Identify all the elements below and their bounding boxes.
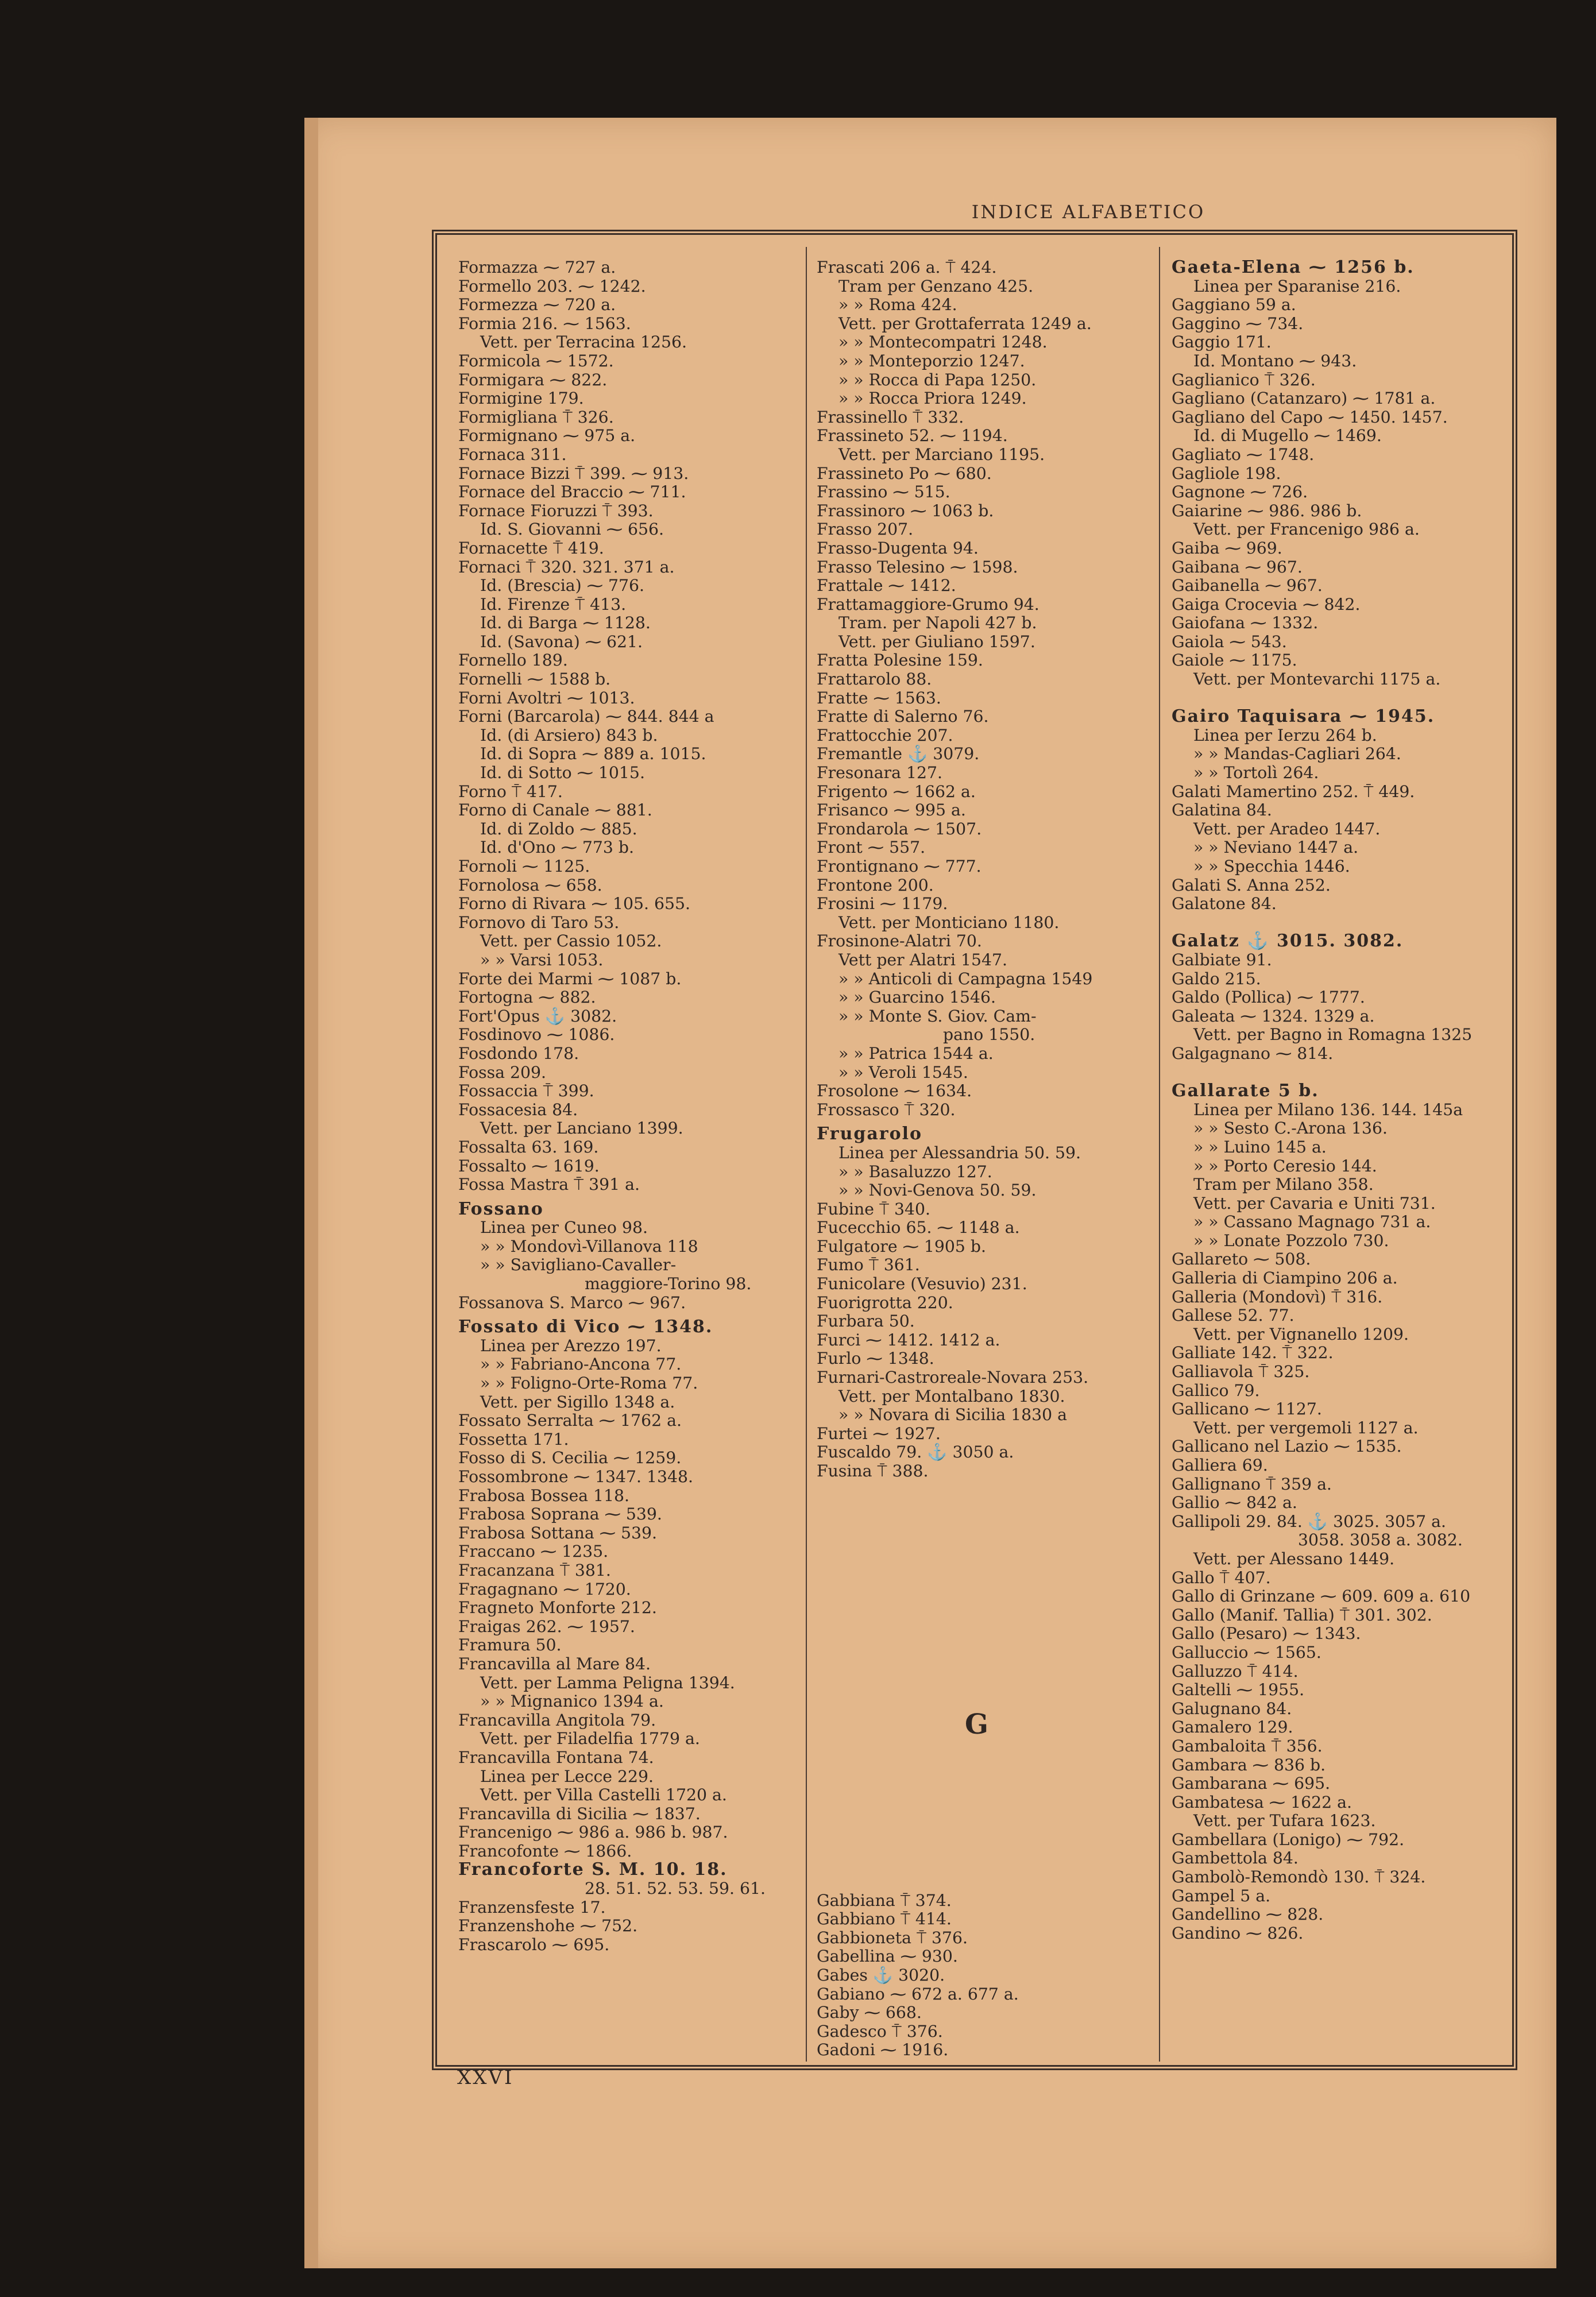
index-entry: » » Luino 145 a. [1193, 1137, 1327, 1157]
index-entry: Forni Avoltri ⁓ 1013. [458, 688, 635, 707]
index-entry: Fornace Bizzi ⍑ 399. ⁓ 913. [458, 463, 689, 483]
index-entry: Fort'Opus ⚓ 3082. [458, 1006, 617, 1026]
index-entry: Gampel 5 a. [1172, 1886, 1271, 1905]
index-entry: Fratte ⁓ 1563. [817, 688, 941, 707]
index-entry: Framura 50. [458, 1635, 562, 1655]
index-entry: Id. di Barga ⁓ 1128. [480, 613, 651, 633]
index-entry: Galliera 69. [1172, 1456, 1268, 1475]
index-entry: Fubine ⍑ 340. [817, 1199, 930, 1219]
index-entry: Fornello 189. [458, 651, 568, 670]
index-entry: Galliavola ⍑ 325. [1172, 1362, 1310, 1382]
index-entry: » » Savigliano-Cavaller- [480, 1255, 677, 1275]
index-entry: Gagliano del Capo ⁓ 1450. 1457. [1172, 407, 1448, 427]
index-entry: » » Tortolì 264. [1193, 763, 1319, 783]
index-entry: Vett. per Marciano 1195. [838, 444, 1045, 464]
index-entry: Linea per Cuneo 98. [480, 1218, 648, 1238]
index-entry: Fusina ⍑ 388. [817, 1461, 929, 1480]
index-entry: Gallipoli 29. 84. ⚓ 3025. 3057 a. [1172, 1511, 1446, 1531]
index-entry: Frassinoro ⁓ 1063 b. [817, 501, 994, 520]
index-entry: Fornaca 311. [458, 444, 567, 464]
index-entry: Gaiola ⁓ 543. [1172, 632, 1287, 651]
index-entry: Formello 203. ⁓ 1242. [458, 276, 646, 296]
index-column-2 [817, 258, 1161, 2059]
index-entry: Francavilla Fontana 74. [458, 1747, 654, 1767]
index-entry: Frasso-Dugenta 94. [817, 538, 979, 558]
index-entry: Gallareto ⁓ 508. [1172, 1250, 1311, 1269]
index-entry: Forte dei Marmi ⁓ 1087 b. [458, 969, 682, 988]
index-entry: Id. di Zoldo ⁓ 885. [480, 819, 637, 838]
index-entry: Gaibana ⁓ 967. [1172, 557, 1303, 577]
index-entry: Frugarolo [817, 1124, 923, 1144]
index-entry: Galbiate 91. [1172, 950, 1272, 969]
index-entry: Formigara ⁓ 822. [458, 370, 608, 389]
index-entry: Vett. per Cavaria e Uniti 731. [1193, 1193, 1436, 1213]
index-entry: Linea per Lecce 229. [480, 1766, 654, 1786]
index-entry: Fornovo di Taro 53. [458, 912, 620, 932]
index-entry: Id. S. Giovanni ⁓ 656. [480, 520, 664, 539]
index-entry: » » Mandas-Cagliari 264. [1193, 744, 1401, 764]
index-column-3 [1172, 258, 1516, 2059]
index-entry: Galluzzo ⍑ 414. [1172, 1661, 1299, 1681]
index-entry: Fresonara 127. [817, 763, 942, 783]
index-entry: Frabosa Sottana ⁓ 539. [458, 1523, 657, 1542]
index-entry: Fossano [458, 1198, 544, 1219]
index-entry: Franzenshohe ⁓ 752. [458, 1916, 638, 1936]
index-entry: 3058. 3058 a. 3082. [1298, 1530, 1463, 1550]
index-entry: Fossombrone ⁓ 1347. 1348. [458, 1467, 693, 1486]
index-entry: Galati Mamertino 252. ⍑ 449. [1172, 782, 1415, 801]
index-entry: Gallo ⍑ 407. [1172, 1568, 1271, 1587]
index-entry: Frattocchie 207. [817, 725, 953, 745]
index-entry: Forno di Rivara ⁓ 105. 655. [458, 894, 690, 914]
index-entry: Furnari-Castroreale-Novara 253. [817, 1368, 1089, 1387]
index-entry: Gaggio 171. [1172, 332, 1272, 352]
index-entry: » » Monte S. Giov. Cam- [838, 1006, 1037, 1026]
index-entry: » » Fabriano-Ancona 77. [480, 1355, 682, 1374]
index-entry: Fossetta 171. [458, 1429, 569, 1449]
index-entry: Furci ⁓ 1412. 1412 a. [817, 1330, 1000, 1349]
index-entry: » » Guarcino 1546. [838, 988, 996, 1007]
index-entry: » » Patrica 1544 a. [838, 1043, 994, 1063]
index-entry: Formia 216. ⁓ 1563. [458, 314, 631, 333]
index-entry: Gabbioneta ⍑ 376. [817, 1928, 968, 1947]
index-entry: Galdo 215. [1172, 969, 1261, 988]
index-entry: Tram per Milano 358. [1193, 1175, 1374, 1194]
index-entry: Furtei ⁓ 1927. [817, 1424, 941, 1443]
index-entry: Gaiole ⁓ 1175. [1172, 651, 1297, 670]
index-entry: Id. di Sopra ⁓ 889 a. 1015. [480, 744, 706, 764]
index-entry: Gagliano (Catanzaro) ⁓ 1781 a. [1172, 389, 1436, 408]
index-entry: Frassino ⁓ 515. [817, 482, 950, 502]
index-entry: Fumo ⍑ 361. [817, 1255, 920, 1275]
index-entry: Id. Firenze ⍑ 413. [480, 594, 627, 614]
index-entry: Franzensfeste 17. [458, 1897, 606, 1917]
index-entry: Vett. per Sigillo 1348 a. [480, 1392, 675, 1412]
index-entry: Forni (Barcarola) ⁓ 844. 844 a [458, 707, 714, 726]
index-entry: Frosolone ⁓ 1634. [817, 1081, 972, 1101]
index-entry: Fossalto ⁓ 1619. [458, 1156, 600, 1175]
index-entry: Francofonte ⁓ 1866. [458, 1841, 632, 1861]
index-entry: Fuorigrotta 220. [817, 1293, 953, 1312]
index-entry: Gallignano ⍑ 359 a. [1172, 1474, 1332, 1494]
index-entry: Gandellino ⁓ 828. [1172, 1905, 1324, 1924]
index-entry: Fossato Serralta ⁓ 1762 a. [458, 1411, 682, 1430]
index-entry: Gambatesa ⁓ 1622 a. [1172, 1792, 1352, 1812]
index-entry: 28. 51. 52. 53. 59. 61. [585, 1879, 766, 1898]
index-entry: Galgagnano ⁓ 814. [1172, 1043, 1334, 1063]
index-entry: Fornelli ⁓ 1588 b. [458, 670, 611, 689]
index-entry: Furbara 50. [817, 1312, 915, 1331]
index-entry: Gallicano nel Lazio ⁓ 1535. [1172, 1437, 1402, 1456]
index-entry: Linea per Alessandria 50. 59. [838, 1143, 1081, 1162]
index-entry: Frasso Telesino ⁓ 1598. [817, 557, 1018, 577]
index-entry: Fremantle ⚓ 3079. [817, 744, 980, 764]
index-entry: Francavilla di Sicilia ⁓ 1837. [458, 1804, 701, 1823]
index-entry: Gambarana ⁓ 695. [1172, 1774, 1331, 1793]
index-entry: Vett. per Grottaferrata 1249 a. [838, 314, 1092, 333]
index-entry: Galati S. Anna 252. [1172, 875, 1331, 895]
index-entry: Id. d'Ono ⁓ 773 b. [480, 838, 635, 857]
index-entry: Formignano ⁓ 975 a. [458, 426, 636, 446]
index-entry: » » Cassano Magnago 731 a. [1193, 1212, 1431, 1232]
index-entry: Gabbiana ⍑ 374. [817, 1890, 952, 1910]
index-entry: Fosdondo 178. [458, 1043, 579, 1063]
index-entry: Fortogna ⁓ 882. [458, 988, 596, 1007]
index-entry: Frascati 206 a. ⍑ 424. [817, 258, 997, 277]
index-entry: Fratte di Salerno 76. [817, 707, 989, 726]
index-entry: Fornaci ⍑ 320. 321. 371 a. [458, 557, 675, 577]
index-entry: Galliate 142. ⍑ 322. [1172, 1343, 1334, 1363]
index-entry: Gaglianico ⍑ 326. [1172, 370, 1316, 389]
index-entry: Gadesco ⍑ 376. [817, 2021, 943, 2041]
index-entry: Fossacesia 84. [458, 1100, 578, 1119]
index-entry: Gabellina ⁓ 930. [817, 1947, 958, 1966]
index-entry: Fosdinovo ⁓ 1086. [458, 1025, 615, 1045]
index-entry: maggiore-Torino 98. [585, 1274, 752, 1294]
index-entry: Galluccio ⁓ 1565. [1172, 1642, 1321, 1662]
index-entry: Frasso 207. [817, 520, 914, 539]
index-entry: » » Monteporzio 1247. [838, 351, 1025, 370]
index-entry: Fraigas 262. ⁓ 1957. [458, 1617, 635, 1636]
index-entry: Linea per Milano 136. 144. 145a [1193, 1100, 1463, 1119]
index-entry: Galatina 84. [1172, 801, 1272, 820]
index-entry: Gallo di Grinzane ⁓ 609. 609 a. 610 [1172, 1587, 1471, 1606]
index-entry: Formigliana ⍑ 326. [458, 407, 614, 427]
index-entry: Furlo ⁓ 1348. [817, 1349, 934, 1368]
spacer [1172, 689, 1516, 708]
index-entry: Vett. per Aradeo 1447. [1193, 819, 1381, 838]
index-entry: Frassineto 52. ⁓ 1194. [817, 426, 1008, 446]
index-entry: Frontone 200. [817, 875, 934, 895]
index-entry: Gaiga Crocevia ⁓ 842. [1172, 594, 1361, 614]
index-entry: Fragagnano ⁓ 1720. [458, 1579, 631, 1599]
index-entry: Vett. per Filadelfia 1779 a. [480, 1729, 700, 1749]
index-entry: Gaiba ⁓ 969. [1172, 538, 1282, 558]
index-entry: Fulgatore ⁓ 1905 b. [817, 1236, 986, 1256]
index-entry: Gabiano ⁓ 672 a. 677 a. [817, 1984, 1019, 2004]
index-entry: Gabbiano ⍑ 414. [817, 1909, 952, 1929]
spacer [1172, 1064, 1516, 1082]
index-entry: Frigento ⁓ 1662 a. [817, 782, 976, 801]
index-entry: Frontignano ⁓ 777. [817, 857, 981, 876]
index-entry: Vett. per Francenigo 986 a. [1193, 520, 1420, 539]
index-entry: Frosini ⁓ 1179. [817, 894, 948, 914]
index-entry: Galleria (Mondovì) ⍑ 316. [1172, 1287, 1383, 1306]
index-entry: Gaggino ⁓ 734. [1172, 314, 1304, 333]
index-entry: Gallico 79. [1172, 1380, 1260, 1400]
index-entry: Vett. per Montalbano 1830. [838, 1386, 1065, 1406]
index-entry: » » Rocca Priora 1249. [838, 389, 1027, 408]
index-entry: » » Porto Ceresio 144. [1193, 1156, 1377, 1175]
index-entry: Gallicano ⁓ 1127. [1172, 1399, 1322, 1419]
index-entry: Formigine 179. [458, 389, 584, 408]
index-entry: Gambellara (Lonigo) ⁓ 792. [1172, 1830, 1405, 1849]
index-entry: Vett. per Vignanello 1209. [1193, 1324, 1409, 1344]
index-entry: Fossanova S. Marco ⁓ 967. [458, 1293, 686, 1312]
index-entry: » » Varsi 1053. [480, 950, 604, 969]
index-entry: » » Anticoli di Campagna 1549 [838, 969, 1093, 988]
index-entry: » » Rocca di Papa 1250. [838, 370, 1037, 389]
index-entry: Funicolare (Vesuvio) 231. [817, 1274, 1027, 1294]
page-binding-edge [304, 118, 318, 2268]
index-entry: Galugnano 84. [1172, 1699, 1292, 1718]
index-entry: Gaeta-Elena ⁓ 1256 b. [1172, 257, 1415, 277]
index-entry: Gaiarine ⁓ 986. 986 b. [1172, 501, 1362, 520]
index-entry: Gambettola 84. [1172, 1849, 1299, 1868]
section-letter: G [965, 1708, 988, 1741]
index-entry: Gallese 52. 77. [1172, 1306, 1294, 1325]
index-entry: » » Novi-Genova 50. 59. [838, 1181, 1037, 1200]
index-entry: Tram. per Napoli 427 b. [838, 613, 1037, 633]
index-entry: Vett. per Montevarchi 1175 a. [1193, 670, 1441, 689]
index-entry: Gaggiano 59 a. [1172, 295, 1296, 315]
index-entry: Vett. per Villa Castelli 1720 a. [480, 1785, 727, 1805]
index-column-1 [458, 258, 803, 2059]
index-entry: Fraccano ⁓ 1235. [458, 1542, 609, 1561]
index-entry: Galeata ⁓ 1324. 1329 a. [1172, 1006, 1375, 1026]
index-entry: Vett. per Cassio 1052. [480, 931, 662, 951]
index-entry: Id. di Mugello ⁓ 1469. [1193, 426, 1382, 446]
index-entry: » » Novara di Sicilia 1830 a [838, 1405, 1067, 1425]
index-entry: Vett. per Lanciano 1399. [480, 1119, 683, 1138]
index-entry: » » Mondovì-Villanova 118 [480, 1236, 698, 1256]
index-entry: Gagliole 198. [1172, 463, 1281, 483]
index-entry: Gambaloita ⍑ 356. [1172, 1736, 1323, 1755]
index-entry: Frattamaggiore-Grumo 94. [817, 594, 1039, 614]
index-entry: » » Montecompatri 1248. [838, 332, 1048, 352]
index-entry: Frabosa Soprana ⁓ 539. [458, 1505, 662, 1524]
index-entry: » » Specchia 1446. [1193, 857, 1350, 876]
page-header: INDICE ALFABETICO [971, 201, 1205, 223]
index-entry: Gadoni ⁓ 1916. [817, 2040, 949, 2060]
index-entry: Vett. per Monticiano 1180. [838, 912, 1060, 932]
section-spacer [817, 1481, 1161, 1892]
index-entry: » » Mignanico 1394 a. [480, 1692, 664, 1711]
index-entry: Vett. per vergemoli 1127 a. [1193, 1418, 1419, 1437]
index-entry: Fucecchio 65. ⁓ 1148 a. [817, 1218, 1020, 1238]
index-entry: Fornace del Braccio ⁓ 711. [458, 482, 686, 502]
spacer [1172, 914, 1516, 933]
index-entry: Formezza ⁓ 720 a. [458, 295, 616, 315]
index-entry: Galatone 84. [1172, 894, 1277, 914]
index-entry: Formicola ⁓ 1572. [458, 351, 614, 370]
index-entry: Vett. per Giuliano 1597. [838, 632, 1035, 651]
index-entry: Galatz ⚓ 3015. 3082. [1172, 931, 1404, 952]
index-entry: Vett. per Bagno in Romagna 1325 [1193, 1025, 1473, 1045]
index-entry: Gallarate 5 b. [1172, 1081, 1319, 1101]
index-entry: Galtelli ⁓ 1955. [1172, 1680, 1305, 1700]
index-entry: » » Sesto C.-Arona 136. [1193, 1119, 1388, 1138]
index-entry: Gallo (Manif. Tallia) ⍑ 301. 302. [1172, 1605, 1432, 1625]
index-entry: » » Roma 424. [838, 295, 957, 315]
index-entry: Fornoli ⁓ 1125. [458, 857, 590, 876]
index-entry: Tram per Genzano 425. [838, 276, 1034, 296]
index-entry: Vett. per Alessano 1449. [1193, 1549, 1395, 1568]
index-entry: Francavilla Angitola 79. [458, 1710, 656, 1730]
index-entry: Frassinello ⍑ 332. [817, 407, 964, 427]
index-entry: Frascarolo ⁓ 695. [458, 1935, 610, 1954]
index-entry: Id. (Savona) ⁓ 621. [480, 632, 643, 651]
index-entry: Gamalero 129. [1172, 1718, 1293, 1737]
index-entry: Francoforte S. M. 10. 18. [458, 1859, 728, 1880]
index-entry: Gallio ⁓ 842 a. [1172, 1493, 1297, 1513]
index-entry: Gambara ⁓ 836 b. [1172, 1755, 1326, 1774]
index-entry: » » Basaluzzo 127. [838, 1162, 992, 1181]
index-entry: Frossasco ⍑ 320. [817, 1100, 956, 1119]
index-entry: Id. (Brescia) ⁓ 776. [480, 576, 645, 595]
index-entry: Fosso di S. Cecilia ⁓ 1259. [458, 1448, 682, 1468]
index-entry: Forno di Canale ⁓ 881. [458, 801, 652, 820]
index-entry: » » Veroli 1545. [838, 1062, 968, 1082]
index-entry: Gaiofana ⁓ 1332. [1172, 613, 1319, 633]
index-entry: Fragneto Monforte 212. [458, 1598, 657, 1618]
index-entry: Fratta Polesine 159. [817, 651, 983, 670]
index-entry: Fornace Fioruzzi ⍑ 393. [458, 501, 654, 520]
index-entry: Gabes ⚓ 3020. [817, 1965, 945, 1985]
index-entry: Fuscaldo 79. ⚓ 3050 a. [817, 1443, 1014, 1462]
index-entry: Gallo (Pesaro) ⁓ 1343. [1172, 1624, 1361, 1644]
index-entry: Fracanzana ⍑ 381. [458, 1560, 611, 1580]
index-entry: Fornacette ⍑ 419. [458, 538, 604, 558]
index-entry: Linea per Arezzo 197. [480, 1336, 662, 1355]
index-entry: Frassineto Po ⁓ 680. [817, 463, 992, 483]
index-entry: Fossaccia ⍑ 399. [458, 1081, 594, 1101]
index-entry: Vett. per Terracina 1256. [480, 332, 687, 352]
index-entry: Galleria di Ciampino 206 a. [1172, 1269, 1398, 1288]
index-entry: Frosinone-Alatri 70. [817, 931, 982, 951]
index-entry: Linea per Ierzu 264 b. [1193, 725, 1377, 745]
index-entry: Fossalta 63. 169. [458, 1137, 599, 1157]
index-entry: Frisanco ⁓ 995 a. [817, 801, 966, 820]
index-entry: Francavilla al Mare 84. [458, 1654, 651, 1673]
index-entry: Forno ⍑ 417. [458, 782, 563, 801]
index-entry: Gairo Taquisara ⁓ 1945. [1172, 706, 1435, 727]
index-entry: Id. di Sotto ⁓ 1015. [480, 763, 645, 783]
index-entry: Formazza ⁓ 727 a. [458, 258, 616, 277]
index-entry: Gaibanella ⁓ 967. [1172, 576, 1323, 595]
index-entry: Gambolò-Remondò 130. ⍑ 324. [1172, 1867, 1426, 1887]
index-entry: Frattarolo 88. [817, 670, 932, 689]
index-entry: Francenigo ⁓ 986 a. 986 b. 987. [458, 1823, 728, 1842]
index-entry: Gagliato ⁓ 1748. [1172, 444, 1315, 464]
index-entry: » » Lonate Pozzolo 730. [1193, 1231, 1389, 1250]
index-entry: Fossa Mastra ⍑ 391 a. [458, 1175, 640, 1194]
index-entry: Fossato di Vico ⁓ 1348. [458, 1317, 713, 1337]
index-entry: Linea per Sparanise 216. [1193, 276, 1401, 296]
index-entry: Frondarola ⁓ 1507. [817, 819, 982, 838]
index-entry: Vett. per Tufara 1623. [1193, 1811, 1376, 1831]
page-number: XXVI [457, 2066, 514, 2089]
index-entry: Gandino ⁓ 826. [1172, 1923, 1304, 1943]
index-entry: Vett. per Lamma Peligna 1394. [480, 1673, 735, 1692]
index-entry: Frabosa Bossea 118. [458, 1486, 630, 1505]
index-entry: Id. (di Arsiero) 843 b. [480, 725, 658, 745]
index-entry: Front ⁓ 557. [817, 838, 926, 857]
column-rule [806, 247, 807, 2062]
index-entry: » » Foligno-Orte-Roma 77. [480, 1374, 698, 1393]
index-entry: » » Neviano 1447 a. [1193, 838, 1359, 857]
index-entry: Frattale ⁓ 1412. [817, 576, 956, 595]
index-entry: pano 1550. [943, 1025, 1035, 1045]
index-entry: Fossa 209. [458, 1062, 547, 1082]
index-entry: Gagnone ⁓ 726. [1172, 482, 1308, 502]
index-entry: Gaby ⁓ 668. [817, 2003, 922, 2023]
index-entry: Galdo (Pollica) ⁓ 1777. [1172, 988, 1365, 1007]
index-entry: Fornolosa ⁓ 658. [458, 875, 602, 895]
index-entry: Vett per Alatri 1547. [838, 950, 1008, 969]
index-entry: Id. Montano ⁓ 943. [1193, 351, 1357, 370]
